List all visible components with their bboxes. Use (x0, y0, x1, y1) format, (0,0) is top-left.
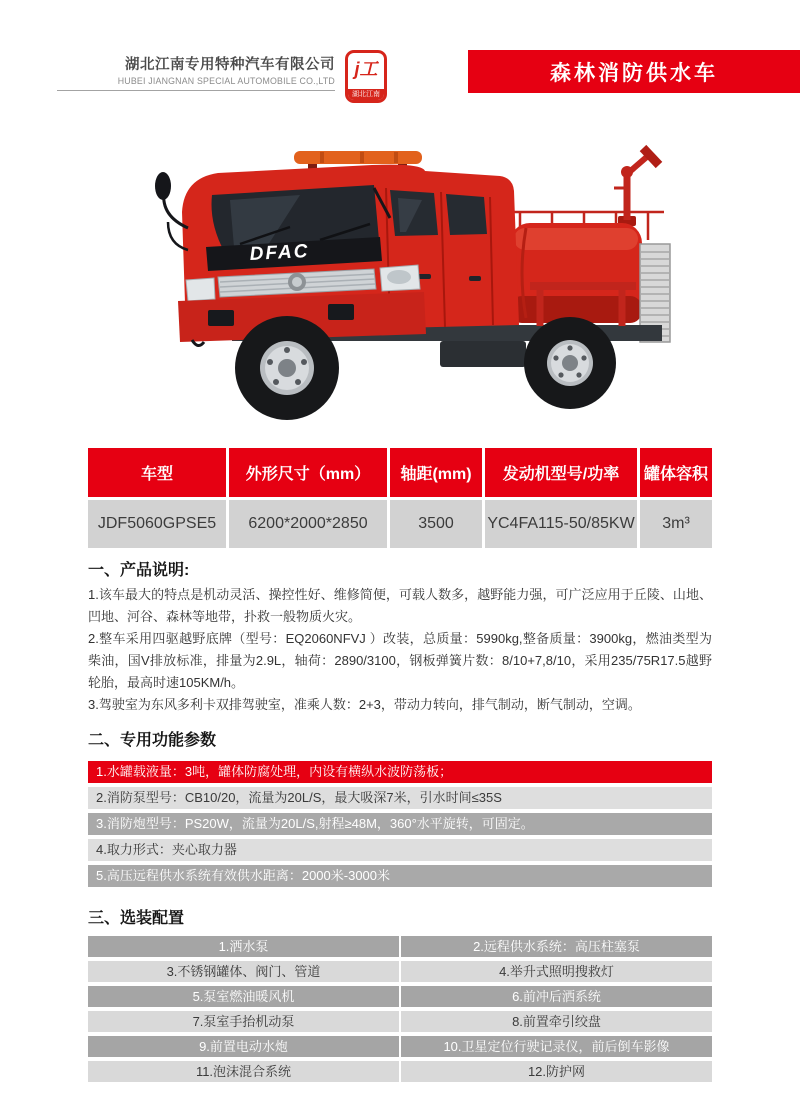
front-wheel (235, 316, 339, 420)
function-param-row: 3.消防炮型号：PS20W，流量为20L/S,射程≥48M，360°水平旋转，可固定。 (88, 813, 712, 835)
option-item: 10.卫星定位行驶记录仪，前后倒车影像 (401, 1036, 712, 1057)
option-item: 9.前置电动水炮 (88, 1036, 399, 1057)
spec-table (88, 448, 712, 548)
company-logo (345, 50, 387, 103)
truck-brand-text: DFAC (249, 240, 310, 265)
water-cannon-icon (614, 148, 659, 226)
product-desc-paragraphs (88, 584, 712, 716)
section-heading-product-desc: 一、产品说明: (88, 562, 190, 579)
spec-value-engine: YC4FA115-50/85KW (485, 500, 637, 548)
spec-header-tank-capacity: 罐体容积 (640, 448, 712, 497)
option-item: 4.举升式照明搜救灯 (401, 961, 712, 982)
function-param-row: 5.高压远程供水系统有效供水距离：2000米-3000米 (88, 865, 712, 887)
option-item: 8.前置牵引绞盘 (401, 1011, 712, 1032)
truck-photo (122, 128, 678, 438)
function-param-row: 1.水罐载液量：3吨，罐体防腐处理，内设有横纵水波防荡板； (88, 761, 712, 783)
logo-caption: 湖北江南 (348, 89, 384, 100)
company-name-en: HUBEI JIANGNAN SPECIAL AUTOMOBILE CO.,LTD (117, 76, 335, 86)
spec-header-wheelbase: 轴距(mm) (390, 448, 482, 497)
option-item: 6.前冲后洒系统 (401, 986, 712, 1007)
function-param-row: 4.取力形式：夹心取力器 (88, 839, 712, 861)
spec-value-model: JDF5060GPSE5 (88, 500, 226, 548)
header-divider (57, 90, 335, 91)
option-item: 12.防护网 (401, 1061, 712, 1082)
spec-value-tank-capacity: 3m³ (640, 500, 712, 548)
section-heading-optional-config: 三、选装配置 (88, 910, 185, 927)
product-desc-paragraph: 1.该车最大的特点是机动灵活、操控性好、维修简便，可载人数多，越野能力强，可广泛应用于丘陵、山地、凹地、河谷、森林等地带，扑救一般物质火灾。 (88, 587, 712, 624)
option-item: 2.远程供水系统：高压柱塞泵 (401, 936, 712, 957)
spec-value-wheelbase: 3500 (390, 500, 482, 548)
spec-header-engine: 发动机型号/功率 (485, 448, 637, 497)
function-param-row: 2.消防泵型号：CB10/20，流量为20L/S，最大吸深7米，引水时间≤35S (88, 787, 712, 809)
option-item: 1.洒水泵 (88, 936, 399, 957)
option-item: 11.泡沫混合系统 (88, 1061, 399, 1082)
product-title-banner: 森林消防供水车 (468, 50, 800, 93)
spec-header-dimensions: 外形尺寸（mm） (229, 448, 387, 497)
company-name: 湖北江南专用特种汽车有限公司 (125, 57, 335, 73)
section-heading-function-params: 二、专用功能参数 (88, 732, 217, 749)
option-item: 7.泵室手抬机动泵 (88, 1011, 399, 1032)
optional-config-table (88, 936, 712, 1082)
main-content (88, 448, 712, 1082)
spec-value-dimensions: 6200*2000*2850 (229, 500, 387, 548)
option-item: 3.不锈钢罐体、阀门、管道 (88, 961, 399, 982)
product-desc-paragraph: 2.整车采用四驱越野底牌（型号：EQ2060NFVJ ）改装，总质量：5990kg,整备质量：3900kg，燃油类型为柴油，国V排放标准，排量为2.9L，轴荷：2890/3100，钢板弹簧片数：8/10+7,8/10，采用235/75R17.5越野轮胎，最高时速105KM/h。 (88, 631, 712, 690)
company-header (57, 53, 335, 91)
product-desc-paragraph: 3.驾驶室为东风多利卡双排驾驶室，准乘人数：2+3，带动力转向，排气制动，断气制动，空调。 (88, 697, 641, 712)
rear-wheel (524, 317, 616, 409)
spec-header-model: 车型 (88, 448, 226, 497)
function-params-list (88, 761, 712, 887)
option-item: 5.泵室燃油暖风机 (88, 986, 399, 1007)
truck-cab (178, 165, 519, 346)
logo-mark: j工 (354, 59, 378, 79)
